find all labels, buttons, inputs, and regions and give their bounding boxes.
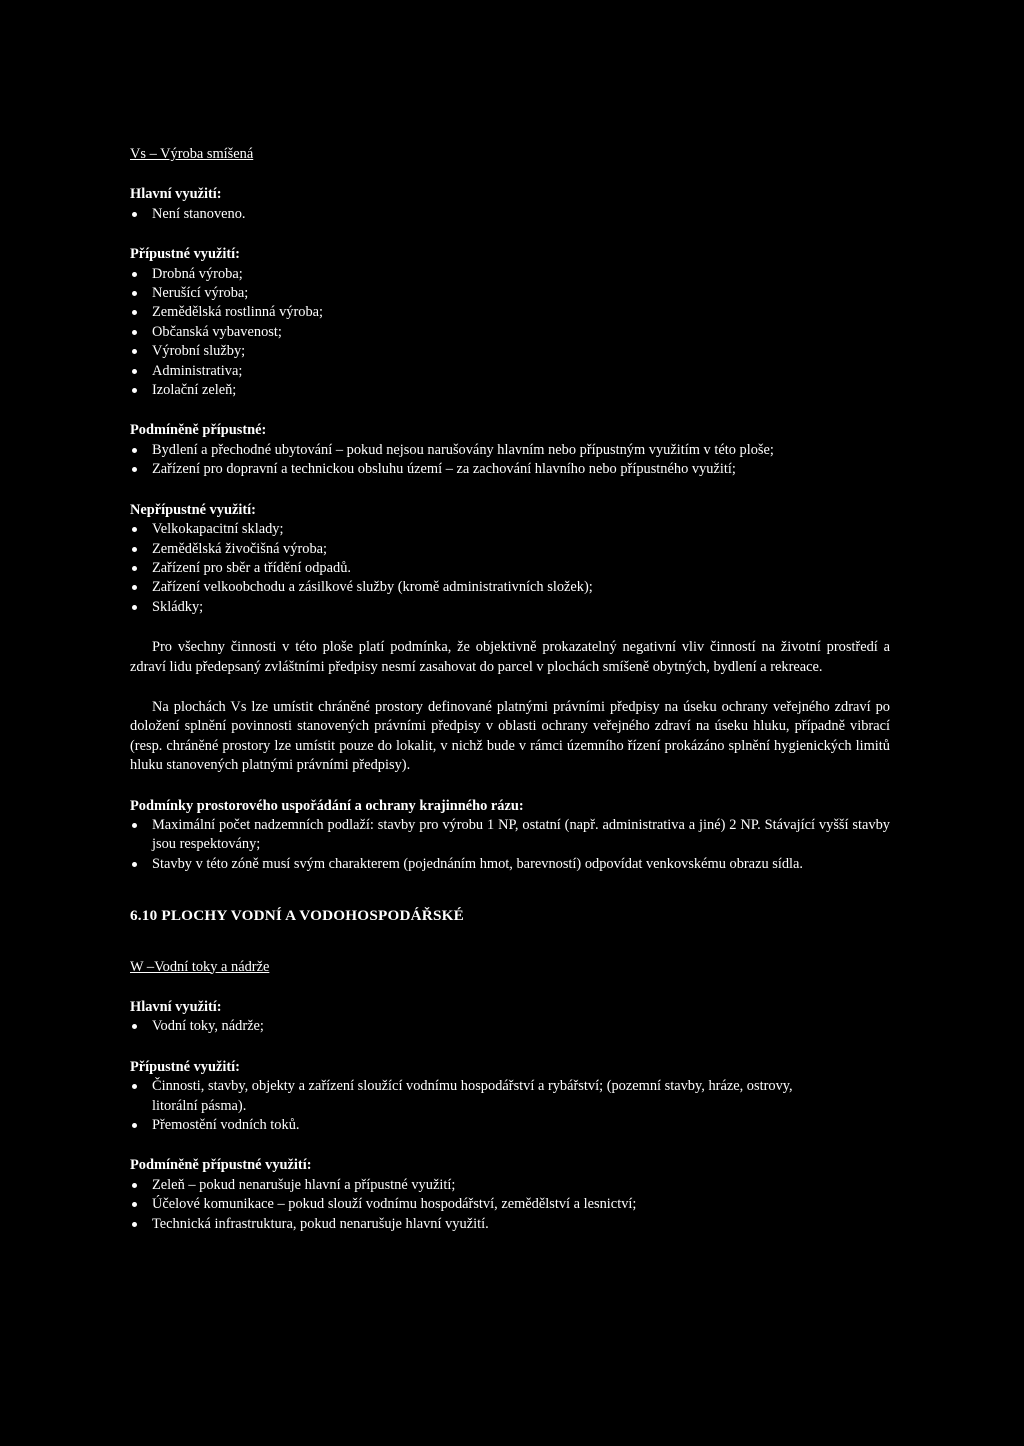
list-item: Občanská vybavenost; <box>130 323 890 342</box>
list-item: Maximální počet nadzemních podlaží: stavby pro výrobu 1 NP, ostatní (např. administrativa a jiné) 2 NP. Stávající vyšší stavby jsou respektovány; <box>130 816 890 855</box>
list-item: Zařízení pro sběr a třídění odpadů. <box>130 559 890 578</box>
vs-paragraph-protected-spaces: Na plochách Vs lze umístit chráněné prostory definované platnými právními předpisy na úseku ochrany veřejného zdraví po doložení splnění povinnosti stanovených právními předpisy v oblasti ochrany veřejného zdraví na úseku hluku, případně vibrací (resp. chráněné prostory lze umístit pouze do lokalit, v nichž bude v rámci územního řízení prokázáno splnění hygienických limitů hluku stanovených platnými právními předpisy). <box>130 698 890 774</box>
section-title-w: W –Vodní toky a nádrže <box>130 958 270 975</box>
list-item: Zemědělská rostlinná výroba; <box>130 303 890 322</box>
w-hlavni-heading: Hlavní využití: <box>130 999 222 1015</box>
list-item: Skládky; <box>130 598 890 617</box>
list-item: Zeleň – pokud nenarušuje hlavní a přípustné využití; <box>130 1176 890 1195</box>
list-item: Administrativa; <box>130 362 890 381</box>
list-item: Účelové komunikace – pokud slouží vodnímu hospodářství, zemědělství a lesnictví; <box>130 1195 890 1214</box>
vs-podminene-heading: Podmíněně přípustné: <box>130 422 267 439</box>
list-item: Velkokapacitní sklady; <box>130 520 890 539</box>
w-podminene-heading: Podmíněně přípustné využití: <box>130 1157 312 1174</box>
vs-hlavni-heading: Hlavní využití: <box>130 186 222 203</box>
w-pripustne-list <box>130 1077 890 1135</box>
w-pripustne-heading: Přípustné využití: <box>130 1058 240 1075</box>
chapter-heading: 6.10 PLOCHY VODNÍ A VODOHOSPODÁŘSKÉ <box>130 907 464 925</box>
section-title-vs: Vs – Výroba smíšená <box>130 146 254 162</box>
vs-pripustne-list <box>130 265 890 401</box>
list-item: Výrobní služby; <box>130 342 890 361</box>
list-item: Nerušící výroba; <box>130 284 890 303</box>
list-item: Zařízení pro dopravní a technickou obsluhu území – za zachování hlavního nebo přípustného využití; <box>130 460 890 479</box>
w-podminene-list <box>130 1176 890 1234</box>
list-item: Stavby v této zóně musí svým charakterem (pojednáním hmot, barevností) odpovídat venkovskému obrazu sídla. <box>130 855 890 874</box>
list-item: Drobná výroba; <box>130 265 890 284</box>
vs-hlavni-list <box>130 205 890 224</box>
vs-nepripustne-heading: Nepřípustné využití: <box>130 501 256 518</box>
vs-podminene-list <box>130 441 890 480</box>
list-item: Zařízení velkoobchodu a zásilkové služby (kromě administrativních složek); <box>130 578 890 597</box>
vs-nepripustne-list <box>130 520 890 617</box>
list-item: Zemědělská živočišná výroba; <box>130 540 890 559</box>
list-item: Izolační zeleň; <box>130 381 890 400</box>
w-hlavni-list <box>130 1017 890 1036</box>
vs-pripustne-heading: Přípustné využití: <box>130 246 240 263</box>
list-item: Vodní toky, nádrže; <box>130 1017 890 1036</box>
list-item: Přemostění vodních toků. <box>130 1116 890 1135</box>
vs-podminky-heading: Podmínky prostorového uspořádání a ochrany krajinného rázu: <box>130 797 524 814</box>
document-content <box>130 145 890 1234</box>
list-item: Činnosti, stavby, objekty a zařízení sloužící vodnímu hospodářství a rybářství; (pozemní stavby, hráze, ostrovy, litorální pásma). <box>130 1077 890 1116</box>
vs-podminky-list <box>130 816 890 874</box>
list-item: Bydlení a přechodné ubytování – pokud nejsou narušovány hlavním nebo přípustným využitím v této ploše; <box>130 441 890 460</box>
vs-paragraph-condition: Pro všechny činnosti v této ploše platí podmínka, že objektivně prokazatelný negativní vliv činností na životní prostředí a zdraví lidu předepsaný zvláštními předpisy nesmí zasahovat do parcel v plochách smíšeně obytných, bydlení a rekreace. <box>130 639 890 675</box>
list-item: Není stanoveno. <box>130 205 890 224</box>
list-item: Technická infrastruktura, pokud nenarušuje hlavní využití. <box>130 1215 890 1234</box>
